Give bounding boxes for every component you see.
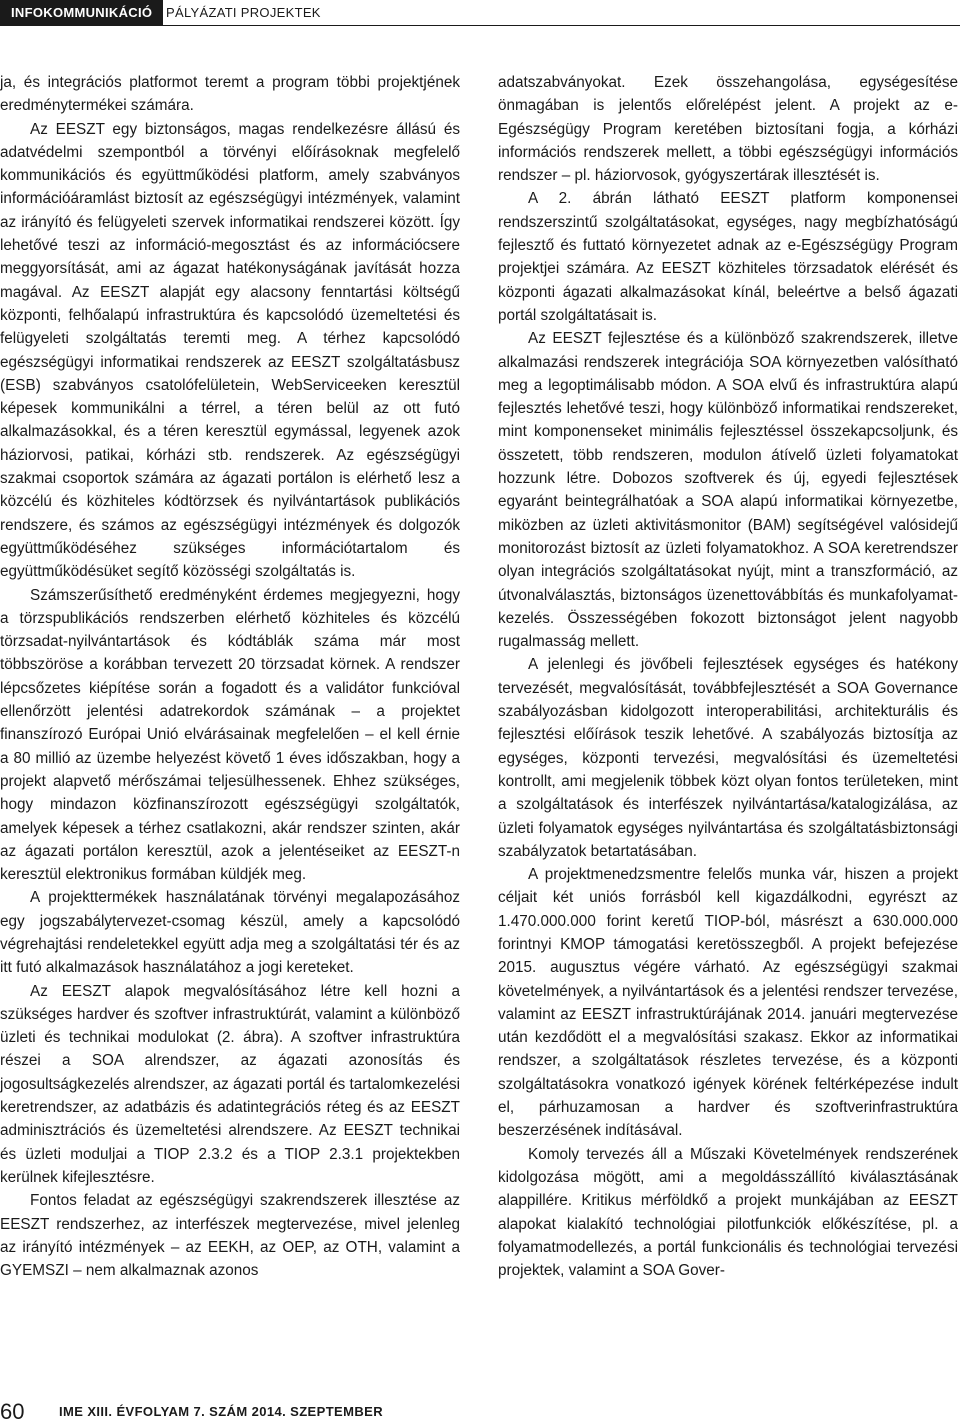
paragraph: Az EESZT egy biztonságos, magas rendelkezésre állású és adatvédelmi szempontból a törvényi előírásoknak megfelelő kommunikációs és együttműködési platform, amely szabványos információáramlást biztosít az egészségügyi intézmények, valamint az irányító és felügyeleti szervek informatikai rendszerei között. Így lehetővé teszi az információ-megosztást és az információcsere meggyorsítását, ami az ágazat hatékonyságának javítását hozza magával. Az EESZT alapját egy alacsony fenntartási költségű központi, felhőalapú infrastruktúra és kapcsolódó üzemeltetési és felügyeleti szolgáltatás teremti meg. A térhez kapcsolódó egészségügyi informatikai rendszerek az EESZT szolgáltatásbusz (ESB) szabványos csatolófelületein, WebServiceeken keresztül képesek kommunikálni a térrel, a téren belül az ott futó alkalmazásokkal, és a téren keresztül egymással, legyenek azok háziorvosi, patikai, kórházi stb. rendszerek. Az egészségügyi szakmai csoportok számára az ágazati portálon is elérhető lesz a közcélú és közhiteles kódtörzsek és nyilvántartások publikációs rendszere, és számos az egészségügyi intézmények és dolgozók együttműködéséhez szükséges információtartalom és együttműködésüket segítő közösségi szolgáltatás is. <box>0 120 460 581</box>
paragraph: A projektmenedzsmentre felelős munka vár, hiszen a projekt céljait két uniós forrásból kell kigazdálkodni, egyrészt az 1.470.000.000 forint keretű TIOP-ból, másrészt a 630.000.000 forintnyi KMOP támogatási keretösszegből. A projekt befejezése 2015. augusztus végére várható. Az egészségügyi szakmai követelmények, a nyilvántartások és a jelentési rendszer tervezése, valamint az EESZT infrastruktúrájának 2014. januári megtervezése után kezdődött el a megvalósítási szakasz. Ekkor az informatikai rendszer, a szolgáltatások részletes tervezése, és a központi szolgáltatásokra vonatkozó igények körének feltérképezése indult el, párhuzamosan a hardver és szoftverinfrastruktúra beszerzésének indításával. <box>498 866 958 1140</box>
paragraph: A projekttermékek használatának törvényi megalapozásához egy jogszabálytervezet-csomag készül, amely a kapcsolódó végrehajtási rendeletekkel együtt adja meg a szolgáltatási tér és az itt futó alkalmazások használatához a jogi kereteket. <box>0 889 460 977</box>
paragraph: Az EESZT alapok megvalósításához létre kell hozni a szükséges hardver és szoftver infrastruktúrát, valamint a különböző üzleti és technikai modulokat (2. ábra). A szoftver infrastruktúra részei a SOA alrendszer, az ágazati azonosítás és jogosultságkezelés alrendszer, az ágazati portál és tartalomkezelési keretrendszer, az adatbázis és adatintegrációs réteg és az EESZT adminisztrációs és üzemeltetési alrendszere. Az EESZT technikai és üzleti moduljai a TIOP 2.3.2 és a TIOP 2.3.1 projektekben kerülnek kifejlesztésre. <box>0 982 461 1186</box>
header-rule <box>0 25 960 26</box>
paragraph: Fontos feladat az egészségügyi szakrendszerek illesztése az EESZT rendszerhez, az interfészek megtervezése, mivel jelenleg az irányító intézmények – az EEKH, az OEP, az OTH, valamint a GYEMSZI – nem alkalmaznak azonos <box>0 1192 460 1280</box>
page-footer <box>0 1400 960 1423</box>
paragraph: adatszabványokat. Ezek összehangolása, egységesítése önmagában is jelentős előrelépést jelent. A projekt az e-Egészségügy Program keretében biztosítani fogja, a kórházi információs rendszerek mellett, a többi egészségügyi információs rendszer – pl. háziorvosok, gyógyszertárak illesztését is. <box>498 74 958 185</box>
page-header <box>0 0 960 26</box>
section-label-active: INFOKOMMUNIKÁCIÓ <box>0 0 163 26</box>
paragraph: ja, és integrációs platformot teremt a program többi projektjének eredménytermékei számára. <box>0 74 460 115</box>
journal-info: IME XIII. ÉVFOLYAM 7. SZÁM 2014. SZEPTEMBER <box>59 1404 383 1419</box>
paragraph: A 2. ábrán látható EESZT platform komponensei rendszerszintű szolgáltatásokat, egységes, nagy megbízhatóságú fejlesztő és futtató környezetet adnak az e-Egészségügy Program projektjei számára. Az EESZT közhiteles törzsadatok elérését és központi ágazati alkalmazásokat kínál, beleértve a belső ágazati portál szolgáltatásait is. <box>498 190 958 324</box>
left-column <box>0 71 460 1282</box>
paragraph: Számszerűsíthető eredményként érdemes megjegyezni, hogy a törzspublikációs rendszerben elérhető közhiteles és közcélú törzsadat-nyilvántartások és kódtáblák száma már most többszöröse a korábban tervezett 20 törzsadat körnek. A rendszer lépcsőzetes kiépítése során a fogadott és a validátor funkcióval ellenőrzött jelentési adatrekordok számának – a projektet finanszírozó Európai Unió elvárásainak megfelelően – el kell érnie a 80 millió az üzembe helyezést követő 1 éves időszakban, hogy a projekt alapvető mérőszámai teljesülhessenek. Ehhez szükséges, hogy mindazon közfinanszírozott egészségügyi szolgáltatók, amelyek képesek a térhez csatlakozni, akár rendszer szinten, akár az ágazati portálon keresztül, azok a jelentéseiket az EESZT-n keresztül elektronikus formában küldjék meg. <box>0 586 460 884</box>
paragraph: A jelenlegi és jövőbeli fejlesztések egységes és hatékony tervezését, megvalósítását, továbbfejlesztését a SOA Governance szabályozásban kidolgozott interoperabilitási, architekturális és fejlesztési előírások teszik lehetővé. A szabályozás biztosítja az egységes, központi tervezési, megvalósítási és üzemeltetési kontrollt, ami megjelenik többek közt olyan fontos területeken, mint a szolgáltatások és interfészek nyilvántartása/katalogizálása, az üzleti folyamatok egységes nyilvántartása és szolgáltatásbiztonsági szabályzatok betartatásában. <box>498 656 958 860</box>
section-label-secondary: PÁLYÁZATI PROJEKTEK <box>166 5 321 20</box>
paragraph: Komoly tervezés áll a Műszaki Követelmények rendszerének kidolgozása mögött, ami a megoldásszállító kiválasztásának alappillére. Kritikus mérföldkő a projekt munkájában az EESZT alapokat kialakító technológiai pilotfunkciók előkészítése, pl. a folyamatmodellezés, a portál funkcionális és technológiai tervezési projektek, valamint a SOA Gover- <box>498 1145 958 1280</box>
page-number: 60 <box>0 1399 25 1424</box>
paragraph: Az EESZT fejlesztése és a különböző szakrendszerek, illetve alkalmazási rendszerek integrációja SOA környezetben valósítható meg a legoptimálisabb módon. A SOA elvű és infrastruktúra alapú fejlesztés lehetővé teszi, hogy különböző informatikai rendszereket, mint komponenseket minimális fejlesztéssel összekapcsoljunk, és összetett, több rendszeren, modulon átívelő üzleti folyamatokat hozzunk létre. Dobozos szoftverek és új, egyedi fejlesztések egyaránt beintegrálhatóak a SOA alapú informatikai környezetbe, miközben az üzleti aktivitásmonitor (BAM) segítségével valósidejű monitorozást biztosít az üzleti folyamatokhoz. A SOA keretrendszer olyan integrációs szolgáltatásokat nyújt, mint a transzformáció, az útvonalválasztás, biztonságos üzenettovábbítás és munkafolyamat-kezelés. Összességében fokozott biztonságot jelent nagyobb rugalmasság mellett. <box>498 330 958 651</box>
right-column <box>498 71 958 1282</box>
